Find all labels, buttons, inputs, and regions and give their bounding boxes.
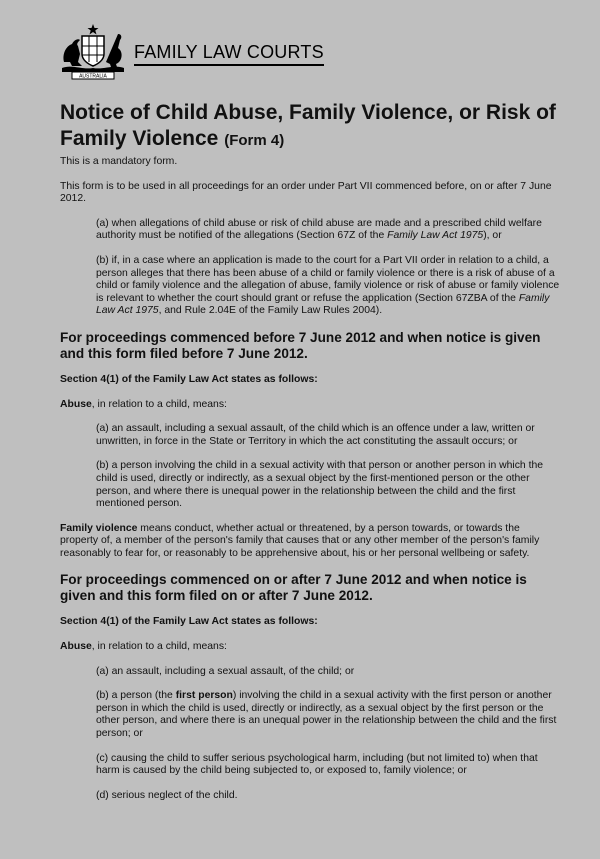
section-after-item-c: (c) causing the child to suffer serious psychological harm, including (but not limited to) when that harm is caused by the child being subjected to, or exposed to, family violence; or: [96, 752, 538, 777]
title-main: Notice of Child Abuse, Family Violence, or Risk of Family Violence: [60, 101, 556, 150]
section-before-item-a: (a) an assault, including a sexual assault, of the child which is an offence under a law, written or unwritten, in force in the State or Territory in which the act constituting the assault occurs; or: [96, 423, 535, 447]
section-after-item-b: (b) a person (the first person) involving the child in a sexual activity with the first person or another person in which the child is used, directly or indirectly, as a sexual object by the first person or the other person, and where there is an unequal power in the relationship between the child and the first person; or: [96, 690, 557, 740]
coat-of-arms-icon: [58, 22, 128, 80]
header: [58, 22, 358, 82]
page-title: [60, 100, 560, 154]
family-violence-definition: Family violence means conduct, whether actual or threatened, by a person towards, or towards the property of, a member of the person's family that causes that or any other member of the person's family reasonably to fear for, or reasonably to be apprehensive about, his or her personal wellbeing or safety.: [60, 522, 540, 559]
section-before-item-b: (b) a person involving the child in a sexual activity with that person or another person in which the child is used, directly or indirectly, as a sexual object by the first-mentioned person or the other person, and where there is unequal power in the relationship between the child and the first mentioned person.: [96, 460, 544, 510]
section-before-states: Section 4(1) of the Family Law Act states as follows:: [60, 373, 318, 385]
section-after-abuse: Abuse, in relation to a child, means:: [60, 641, 227, 653]
document-body: [60, 156, 560, 814]
mandatory-note: This is a mandatory form.: [60, 156, 178, 167]
usage-paragraph: This form is to be used in all proceedings for an order under Part VII commenced before, on or after 7 June 2012.: [60, 180, 552, 205]
section-before-abuse: Abuse, in relation to a child, means:: [60, 398, 227, 410]
section-after-states: Section 4(1) of the Family Law Act states as follows:: [60, 616, 318, 628]
court-name: FAMILY LAW COURTS: [134, 42, 324, 66]
section-after-item-d: (d) serious neglect of the child.: [96, 789, 238, 801]
intro-item-b: (b) if, in a case where an application is made to the court for a Part VII order in relation to a child, a person alleges that there has been abuse of a child or family violence or there is a risk of abuse of a child or family violence and the allegation of abuse, family violence or risk of abuse or family violence is relevant to whether the court should grant or refuse the application (Section 67ZBA of the Family Law Act 1975, and Rule 2.04E of the Family Law Rules 2004).: [96, 254, 560, 317]
crest-label: AUSTRALIA: [79, 73, 107, 80]
section-after-item-a: (a) an assault, including a sexual assault, of the child; or: [96, 665, 355, 677]
intro-item-a: (a) when allegations of child abuse or risk of child abuse are made and a prescribed child welfare authority must be notified of the allegations (Section 67Z of the Family Law Act 1975), or: [96, 217, 542, 242]
section-after-heading: For proceedings commenced on or after 7 June 2012 and when notice is given and this form filed on or after 7 June 2012.: [60, 572, 527, 604]
form-number: (Form 4): [224, 132, 285, 149]
section-before-heading: For proceedings commenced before 7 June 2012 and when notice is given and this form filed before 7 June 2012.: [60, 329, 541, 361]
